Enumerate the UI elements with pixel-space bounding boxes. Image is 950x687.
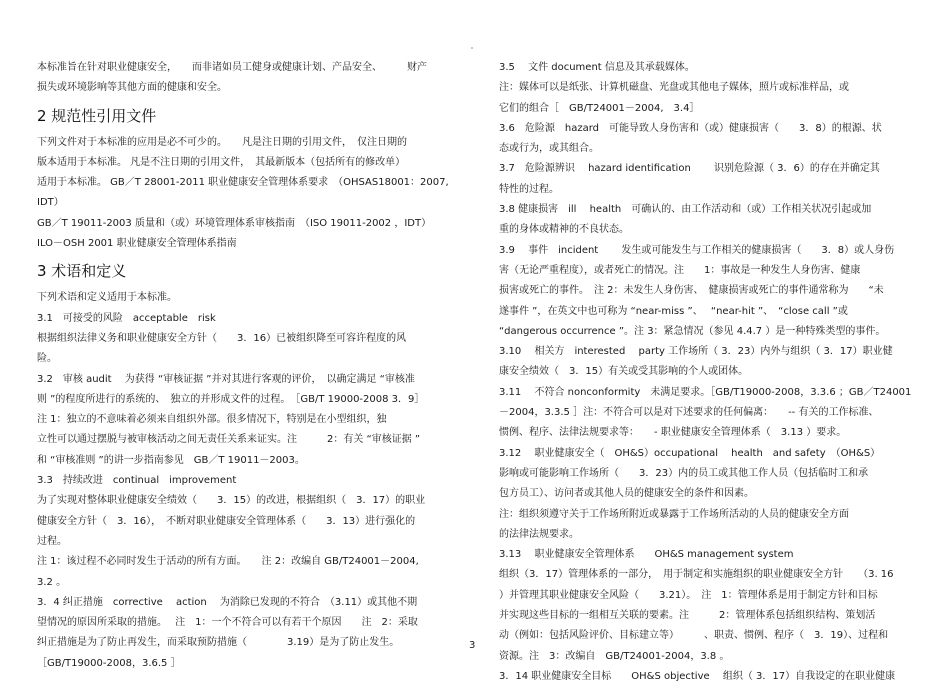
text-line: 特性的过程。 xyxy=(499,183,559,195)
text-line: 3.6 危险源 hazard 可能导致人身伤害和（或）健康损害（ 3．8）的根源、状 xyxy=(499,122,882,134)
text-line: 纠正措施是为了防止再发生，而采取预防措施（ 3.19）是为了防止发生。 xyxy=(37,637,400,649)
text-line: 资源。注 3：改编自 GB/T24001-2004，3.8 。 xyxy=(499,650,730,662)
text-line: 影响或可能影响工作场所（ 3．23）内的员工或其他工作人员（包括临时工和承 xyxy=(499,467,869,479)
scan-speck xyxy=(471,47,473,49)
text-line: 下列术语和定义适用于本标准。 xyxy=(37,292,177,304)
text-line: 立性可以通过摆脱与被审核活动之间无责任关系来证实。注 2：有关 “审核证据 ” xyxy=(37,434,421,446)
text-line: 害（无论严重程度），或者死亡的情况。注 1：事故是一种发生人身伤害、健康 xyxy=(499,264,861,276)
text-line: ILO－OSH 2001 职业健康安全管理体系指南 xyxy=(37,238,237,250)
section-heading: 3 术语和定义 xyxy=(37,262,127,281)
text-line: 过程。 xyxy=(37,535,67,547)
text-line: 3.12 职业健康安全（ OH&S）occupational health and safety （OH&S） xyxy=(499,447,881,459)
text-line: 注 1：该过程不必同时发生于活动的所有方面。 注 2：改编自 GB/T24001－2004, xyxy=(37,556,419,568)
text-line: 版本适用于本标准。 凡是不注日期的引用文件， 其最新版本（包括所有的修改单） xyxy=(37,156,406,168)
text-line: 适用于本标准。 GB／T 28001-2011 职业健康安全管理体系要求 （OHSAS18001：2007, xyxy=(37,177,449,189)
text-line: 的法律法规要求。 xyxy=(499,528,579,540)
text-line: 重的身体或精神的不良状态。 xyxy=(499,224,629,236)
text-line: 动（例如：包括风险评价、目标建立等） 、职责、惯例、程序（ 3．19）、过程和 xyxy=(499,630,889,642)
text-line: 3.11 不符合 nonconformity 未满足要求。［GB/T19000-2008，3.3.6 ；GB／T24001 xyxy=(499,386,911,398)
left-column xyxy=(37,58,462,674)
text-line: IDT） xyxy=(37,197,64,209)
text-line: 3.10 相关方 interested party 工作场所（ 3．23）内外与组织（ 3．17）职业健 xyxy=(499,346,893,358)
text-line: 下列文件对于本标准的应用是必不可少的。 凡是注日期的引用文件， 仅注日期的 xyxy=(37,136,407,148)
text-line: 望情况的原因所采取的措施。 注 1：一个不符合可以有若干个原因 注 2：采取 xyxy=(37,617,418,629)
text-line: －2004，3.3.5 ］注：不符合可以是对下述要求的任何偏离： -- 有关的工作标准、 xyxy=(499,407,879,419)
text-line: 组织（3．17）管理体系的一部分， 用于制定和实施组织的职业健康安全方针 （3. 16 xyxy=(499,569,894,581)
text-line: 3．14 职业健康安全目标 OH&S objective 组织（ 3．17）自我设定的在职业健康 xyxy=(499,670,896,682)
text-line: “dangerous occurrence ”。注 3：紧急情况（参见 4.4.7 ）是一种特殊类型的事件。 xyxy=(499,325,886,337)
text-line: 态或行为，或其组合。 xyxy=(499,143,599,155)
text-line: 并实现这些目标的一组相互关联的要素。注 2：管理体系包括组织结构、策划活 xyxy=(499,610,876,622)
right-column xyxy=(499,58,911,687)
text-line: 为了实现对整体职业健康安全绩效（ 3．15）的改进，根据组织（ 3．17）的职业 xyxy=(37,495,426,507)
text-line: 3．4 纠正措施 corrective action 为消除已发现的不符合 （3.11）或其他不期 xyxy=(37,596,418,608)
text-line: 健康安全方针（ 3．16）， 不断对职业健康安全管理体系（ 3．13）进行强化的 xyxy=(37,515,416,527)
text-line: 注：组织须遵守关于工作场所附近或暴露于工作场所活动的人员的健康安全方面 xyxy=(499,508,849,520)
text-line: ［GB/T19000-2008，3.6.5 ］ xyxy=(37,657,181,669)
text-line: GB／T 19011-2003 质量和（或）环境管理体系审核指南 （ISO 19011-2002 ，IDT） xyxy=(37,217,432,229)
section-heading: 2 规范性引用文件 xyxy=(37,106,157,125)
text-line: 3.2 审核 audit 为获得 “审核证据 ”并对其进行客观的评价， 以确定满足 “审核准 xyxy=(37,373,415,385)
text-line: 康安全绩效（ 3．15）有关或受其影响的个人或团体。 xyxy=(499,366,749,378)
text-line: 包方员工）、访问者或其他人员的健康安全的条件和因素。 xyxy=(499,488,754,500)
text-line: 注 1：独立的不意味着必须来自组织外部。很多情况下，特别是在小型组织，独 xyxy=(37,414,387,426)
text-line: 注：媒体可以是纸张、计算机磁盘、光盘或其他电子媒体，照片或标准样品，或 xyxy=(499,82,849,94)
text-line: 损失或环境影响等其他方面的健康和安全。 xyxy=(37,82,227,94)
text-line: 损害或死亡的事件。 注 2：未发生人身伤害、 健康损害或死亡的事件通常称为 “未 xyxy=(499,285,884,297)
text-line: 3.13 职业健康安全管理体系 OH&S management system xyxy=(499,549,794,561)
page-number: 3 xyxy=(469,640,476,651)
text-line: 3.7 危险源辨识 hazard identification 识别危险源（ 3．6）的存在并确定其 xyxy=(499,163,880,175)
text-line: 根据组织法律义务和职业健康安全方针（ 3．16）已被组织降至可容许程度的风 xyxy=(37,332,407,344)
text-line: 3.8 健康损害 ill health 可确认的、由工作活动和（或）工作相关状况引起或加 xyxy=(499,204,872,216)
text-line: ）并管理其职业健康安全风险（ 3.21）。 注 1：管理体系是用于制定方针和目标 xyxy=(499,589,878,601)
text-line: 遂事件 ”，在英文中也可称为 “near-miss ”、 “near-hit ”、 “close call ”或 xyxy=(499,305,848,317)
text-line: 3.9 事件 incident 发生或可能发生与工作相关的健康损害（ 3．8）或人身伤 xyxy=(499,244,895,256)
text-line: 3.3 持续改进 continual improvement xyxy=(37,475,237,487)
text-line: 险。 xyxy=(37,353,57,365)
text-line: 3.2 。 xyxy=(37,576,67,588)
text-line: 惯例、程序、法律法规要求等： - 职业健康安全管理体系（ 3.13 ）要求。 xyxy=(499,427,847,439)
text-line: 和 “审核准则 ”的讲一步指南参见 GB／T 19011－2003。 xyxy=(37,454,305,466)
text-line: 本标准旨在针对职业健康安全， 而非诸如员工健身或健康计划、产品安全、 财产 xyxy=(37,62,427,73)
text-line: 则 ”的程度所进行的系统的、 独立的并形成文件的过程。 ［GB/T 19000-2008 3．9］ xyxy=(37,393,425,405)
text-line: 它们的组合［ GB/T24001－2004, 3.4］ xyxy=(499,102,700,114)
text-line: 3.5 文件 document 信息及其承载媒体。 xyxy=(499,62,695,73)
text-line: 3.1 可接受的风险 acceptable risk xyxy=(37,312,216,324)
